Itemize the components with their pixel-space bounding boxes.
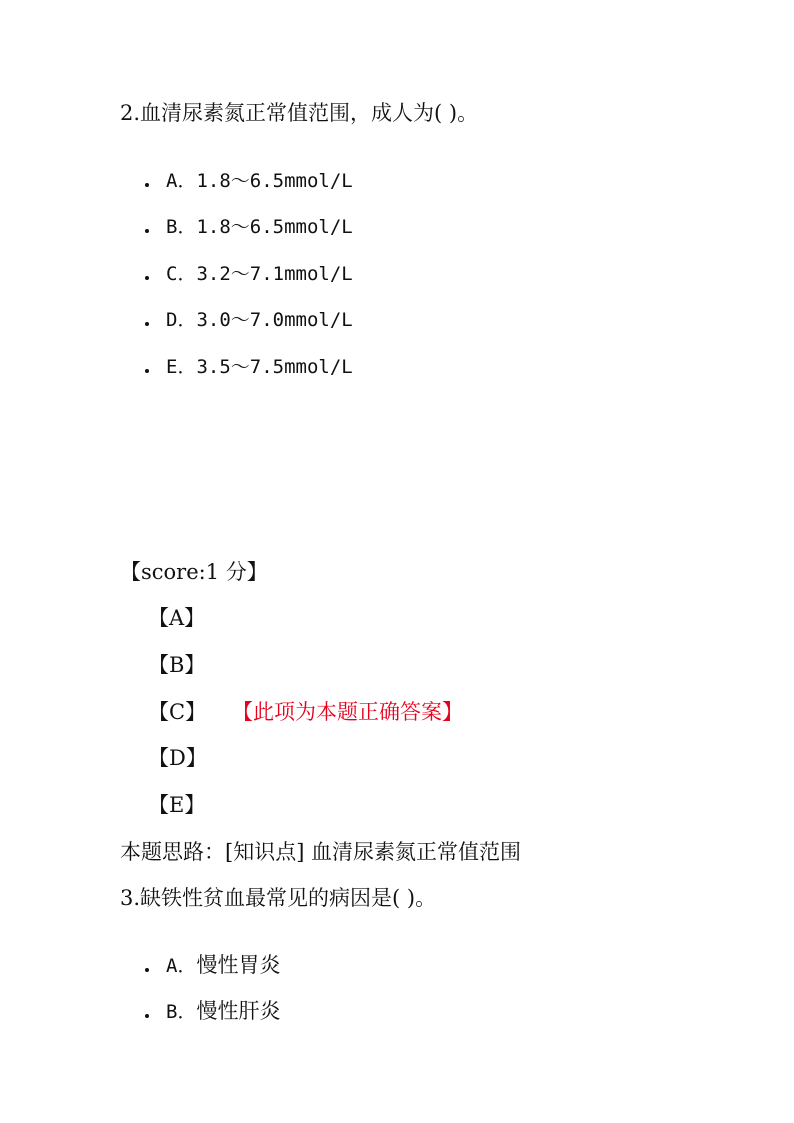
bullet-icon [145, 229, 149, 233]
option-b: B．慢性肝炎 [166, 999, 281, 1023]
option-e: E．3.5～7.5mmol/L [166, 356, 353, 378]
option-b: B．1.8～6.5mmol/L [166, 216, 353, 238]
answer-b: 【B】 [148, 653, 206, 677]
answer-a: 【A】 [148, 606, 206, 630]
bullet-icon [145, 1014, 149, 1018]
correct-answer-note: 【此项为本题正确答案】 [232, 700, 463, 724]
question-stem: 2.血清尿素氮正常值范围，成人为( )。 [120, 101, 479, 125]
question-stem: 3.缺铁性贫血最常见的病因是( )。 [120, 886, 437, 910]
answer-e: 【E】 [148, 793, 206, 817]
score-label: 【score:1 分】 [120, 560, 268, 584]
option-d: D．3.0～7.0mmol/L [166, 309, 353, 331]
option-c: C．3.2～7.1mmol/L [166, 263, 353, 285]
bullet-icon [145, 183, 149, 187]
answer-d: 【D】 [148, 746, 207, 770]
option-a: A．1.8～6.5mmol/L [166, 170, 353, 192]
analysis-text: 本题思路：[知识点] 血清尿素氮正常值范围 [120, 840, 522, 864]
bullet-icon [145, 276, 149, 280]
option-a: A．慢性胃炎 [166, 953, 281, 977]
answer-c: 【C】 [148, 700, 207, 724]
bullet-icon [145, 968, 149, 972]
bullet-icon [145, 369, 149, 373]
bullet-icon [145, 322, 149, 326]
